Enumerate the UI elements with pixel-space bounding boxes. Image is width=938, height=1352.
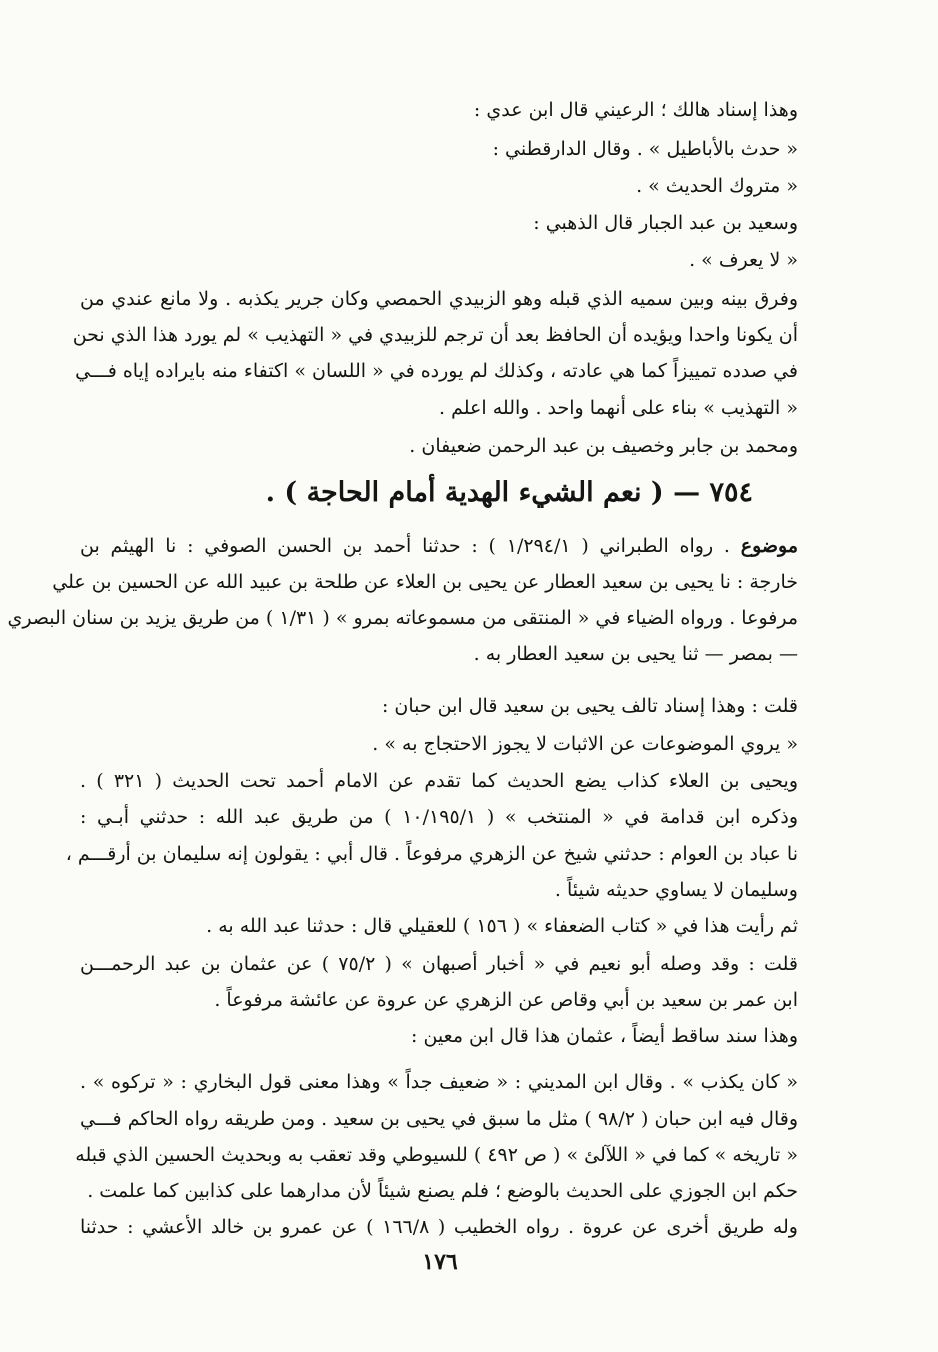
text-line: « تاريخه » كما في « اللآلئ » ( ص ٤٩٢ ) للسيوطي وقد تعقب به وبحديث الحسين الذي قبله — [75, 1144, 798, 1166]
text-line: « لا يعرف » . — [689, 249, 798, 271]
text-line: وفرق بينه وبين سميه الذي قبله وهو الزبيدي الحمصي وكان جرير يكذبه . ولا مانع عندي من — [80, 288, 798, 310]
text-line: « متروك الحديث » . — [636, 175, 798, 197]
text-line: — بمصر — ثنا يحيى بن سعيد العطار به . — [473, 643, 798, 665]
text-line: ثم رأيت هذا في « كتاب الضعفاء » ( ١٥٦ ) للعقيلي قال : حدثنا عبد الله به . — [206, 915, 798, 937]
text-line: نا عباد بن العوام : حدثني شيخ عن الزهري مرفوعاً . قال أبي : يقولون إنه سليمان بن أرقـــم ، — [65, 843, 798, 865]
hadith-heading: ٧٥٤ — ( نعم الشيء الهدية أمام الحاجة ) . — [265, 477, 753, 508]
verdict-text: . رواه الطبراني ( ١/٢٩٤/١ ) : حدثنا أحمد بن الحسن الصوفي : نا الهيثم بن — [80, 535, 730, 557]
text-line: خارجة : نا يحيى بن سعيد العطار عن يحيى بن العلاء عن طلحة بن عبيد الله عن الحسين بن علي — [52, 571, 798, 593]
text-line: وله طريق أخرى عن عروة . رواه الخطيب ( ١٦٦/٨ ) عن عمرو بن خالد الأعشي : حدثنا — [80, 1216, 798, 1238]
text-line: قلت : وهذا إسناد تالف يحيى بن سعيد قال ابن حبان : — [381, 695, 798, 717]
text-line: وقال فيه ابن حبان ( ٩٨/٢ ) مثل ما سبق في يحيى بن سعيد . ومن طريقه رواه الحاكم فـــي — [80, 1108, 798, 1130]
text-line: « يروي الموضوعات عن الاثبات لا يجوز الاحتجاج به » . — [372, 733, 798, 755]
text-line: حكم ابن الجوزي على الحديث بالوضع ؛ فلم يصنع شيئاً لأن مدارهما على كذابين كما علمت . — [87, 1180, 798, 1202]
text-line: « حدث بالأباطيل » . وقال الدارقطني : — [492, 138, 798, 160]
text-line: « كان يكذب » . وقال ابن المديني : « ضعيف جداً » وهذا معنى قول البخاري : « تركوه » . — [80, 1071, 798, 1093]
text-line: وهذا سند ساقط أيضاً ، عثمان هذا قال ابن معين : — [411, 1025, 798, 1047]
text-line: أن يكونا واحدا ويؤيده أن الحافظ بعد أن ترجم للزبيدي في « التهذيب » لم يورد هذا الذي نحن — [72, 324, 798, 346]
text-line: وذكره ابن قدامة في « المنتخب » ( ١٠/١٩٥/١ ) من طريق عبد الله : حدثني أبـي : — [80, 806, 799, 828]
text-line: وسليمان لا يساوي حديثه شيئاً . — [554, 879, 798, 901]
text-line: ومحمد بن جابر وخصيف بن عبد الرحمن ضعيفان . — [409, 435, 798, 457]
text-line: مرفوعا . ورواه الضياء في « المنتقى من مسموعاته بمرو » ( ١/٣١ ) من طريق يزيد بن سنان البصري — [7, 607, 798, 629]
text-line: ابن عمر بن سعيد بن أبي وقاص عن الزهري عن عروة عن عائشة مرفوعاً . — [214, 989, 798, 1011]
text-line: وهذا إسناد هالك ؛ الرعيني قال ابن عدي : — [473, 99, 798, 121]
text-line — [80, 532, 798, 560]
text-line: في صدده تمييزاً كما هي عادته ، وكذلك لم يورده في « اللسان » اكتفاء منه بايراده إياه فـــي — [75, 360, 798, 382]
text-line: قلت : وقد وصله أبو نعيم في « أخبار أصبهان » ( ٧٥/٢ ) عن عثمان بن عبد الرحمـــن — [80, 953, 798, 975]
text-line: ويحيى بن العلاء كذاب يضع الحديث كما تقدم عن الامام أحمد تحت الحديث ( ٣٢١ ) . — [80, 770, 799, 792]
page-number: ١٧٦ — [422, 1249, 458, 1275]
text-line: « التهذيب » بناء على أنهما واحد . والله اعلم . — [439, 397, 798, 419]
verdict-label: موضوع — [740, 535, 799, 557]
text-line: وسعيد بن عبد الجبار قال الذهبي : — [533, 212, 798, 234]
